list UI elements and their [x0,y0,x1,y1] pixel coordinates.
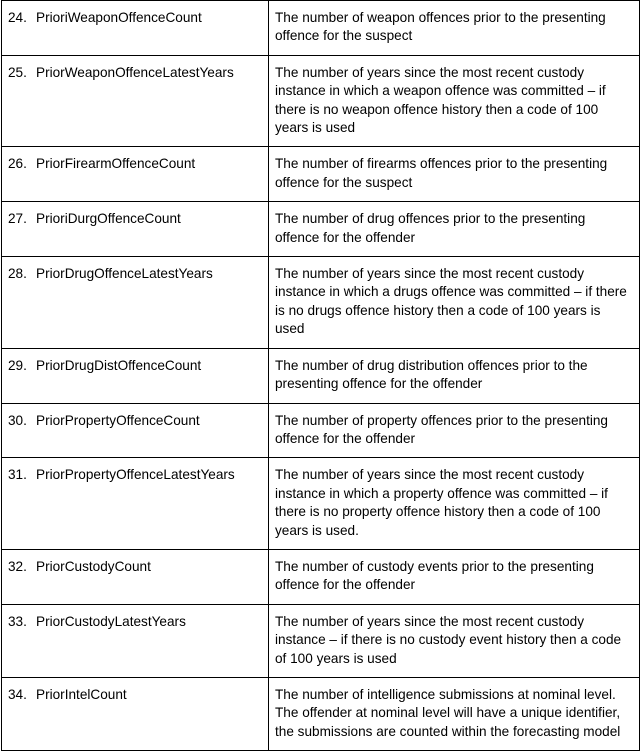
variable-name: PriorCustodyCount [36,558,151,574]
row-number: 25. [8,64,27,80]
table-row [2,458,640,550]
table-row [2,147,640,202]
variable-name: PriorWeaponOffenceLatestYears [36,64,234,80]
row-number: 31. [8,467,27,483]
description-cell: The number of years since the most recent custody instance in which a weapon offence was committed – if there is no weapon offence history then a code of 100 years is used [269,55,640,147]
description-cell: The number of custody events prior to the presenting offence for the offender [269,549,640,604]
table-row [2,202,640,257]
description-cell: The number of years since the most recent custody instance in which a drugs offence was committed – if there is no drugs offence history then a code of 100 years is used [269,257,640,349]
variable-cell [2,348,269,403]
variable-name: PriorCustodyLatestYears [36,613,186,629]
variable-name: PriorDrugDistOffenceCount [36,357,202,373]
row-number: 32. [8,558,27,574]
variable-cell [2,147,269,202]
row-number: 34. [8,686,27,702]
table-row [2,604,640,677]
table-row [2,55,640,147]
variable-name: PriorPropertyOffenceLatestYears [36,467,235,483]
row-number: 28. [8,266,27,282]
description-cell: The number of intelligence submissions at nominal level. The offender at nominal level will have a unique identifier, the submissions are counted within the forecasting model [269,677,640,750]
row-number: 27. [8,211,27,227]
table-row [2,549,640,604]
variable-name: PriorPropertyOffenceCount [36,412,200,428]
description-cell: The number of drug distribution offences prior to the presenting offence for the offender [269,348,640,403]
description-cell: The number of drug offences prior to the presenting offence for the offender [269,202,640,257]
description-cell: The number of years since the most recent custody instance in which a property offence was committed – if there is no property offence history then a code of 100 years is used. [269,458,640,550]
table-row [2,348,640,403]
variable-name: PriorDrugOffenceLatestYears [36,266,213,282]
variable-cell [2,549,269,604]
variable-name: PriorIntelCount [36,686,127,702]
row-number: 33. [8,613,27,629]
variable-name: PrioriWeaponOffenceCount [36,10,202,25]
variable-name: PrioriDurgOffenceCount [36,211,181,227]
variable-cell [2,677,269,750]
variable-cell [2,202,269,257]
variable-cell [2,604,269,677]
variables-table [1,0,640,751]
variable-name: PriorFirearmOffenceCount [36,156,196,172]
description-cell: The number of firearms offences prior to the presenting offence for the suspect [269,147,640,202]
variable-cell [2,257,269,349]
variable-cell [2,1,269,56]
table-row [2,677,640,750]
row-number: 29. [8,357,27,373]
description-cell: The number of weapon offences prior to the presenting offence for the suspect [269,1,640,56]
row-number: 30. [8,412,27,428]
variable-cell [2,403,269,458]
table-row [2,403,640,458]
description-cell: The number of years since the most recent custody instance – if there is no custody event history then a code of 100 years is used [269,604,640,677]
row-number: 24. [8,10,27,25]
variable-cell [2,55,269,147]
table-row [2,1,640,56]
description-cell: The number of property offences prior to the presenting offence for the offender [269,403,640,458]
table-row [2,257,640,349]
row-number: 26. [8,156,27,172]
variable-cell [2,458,269,550]
